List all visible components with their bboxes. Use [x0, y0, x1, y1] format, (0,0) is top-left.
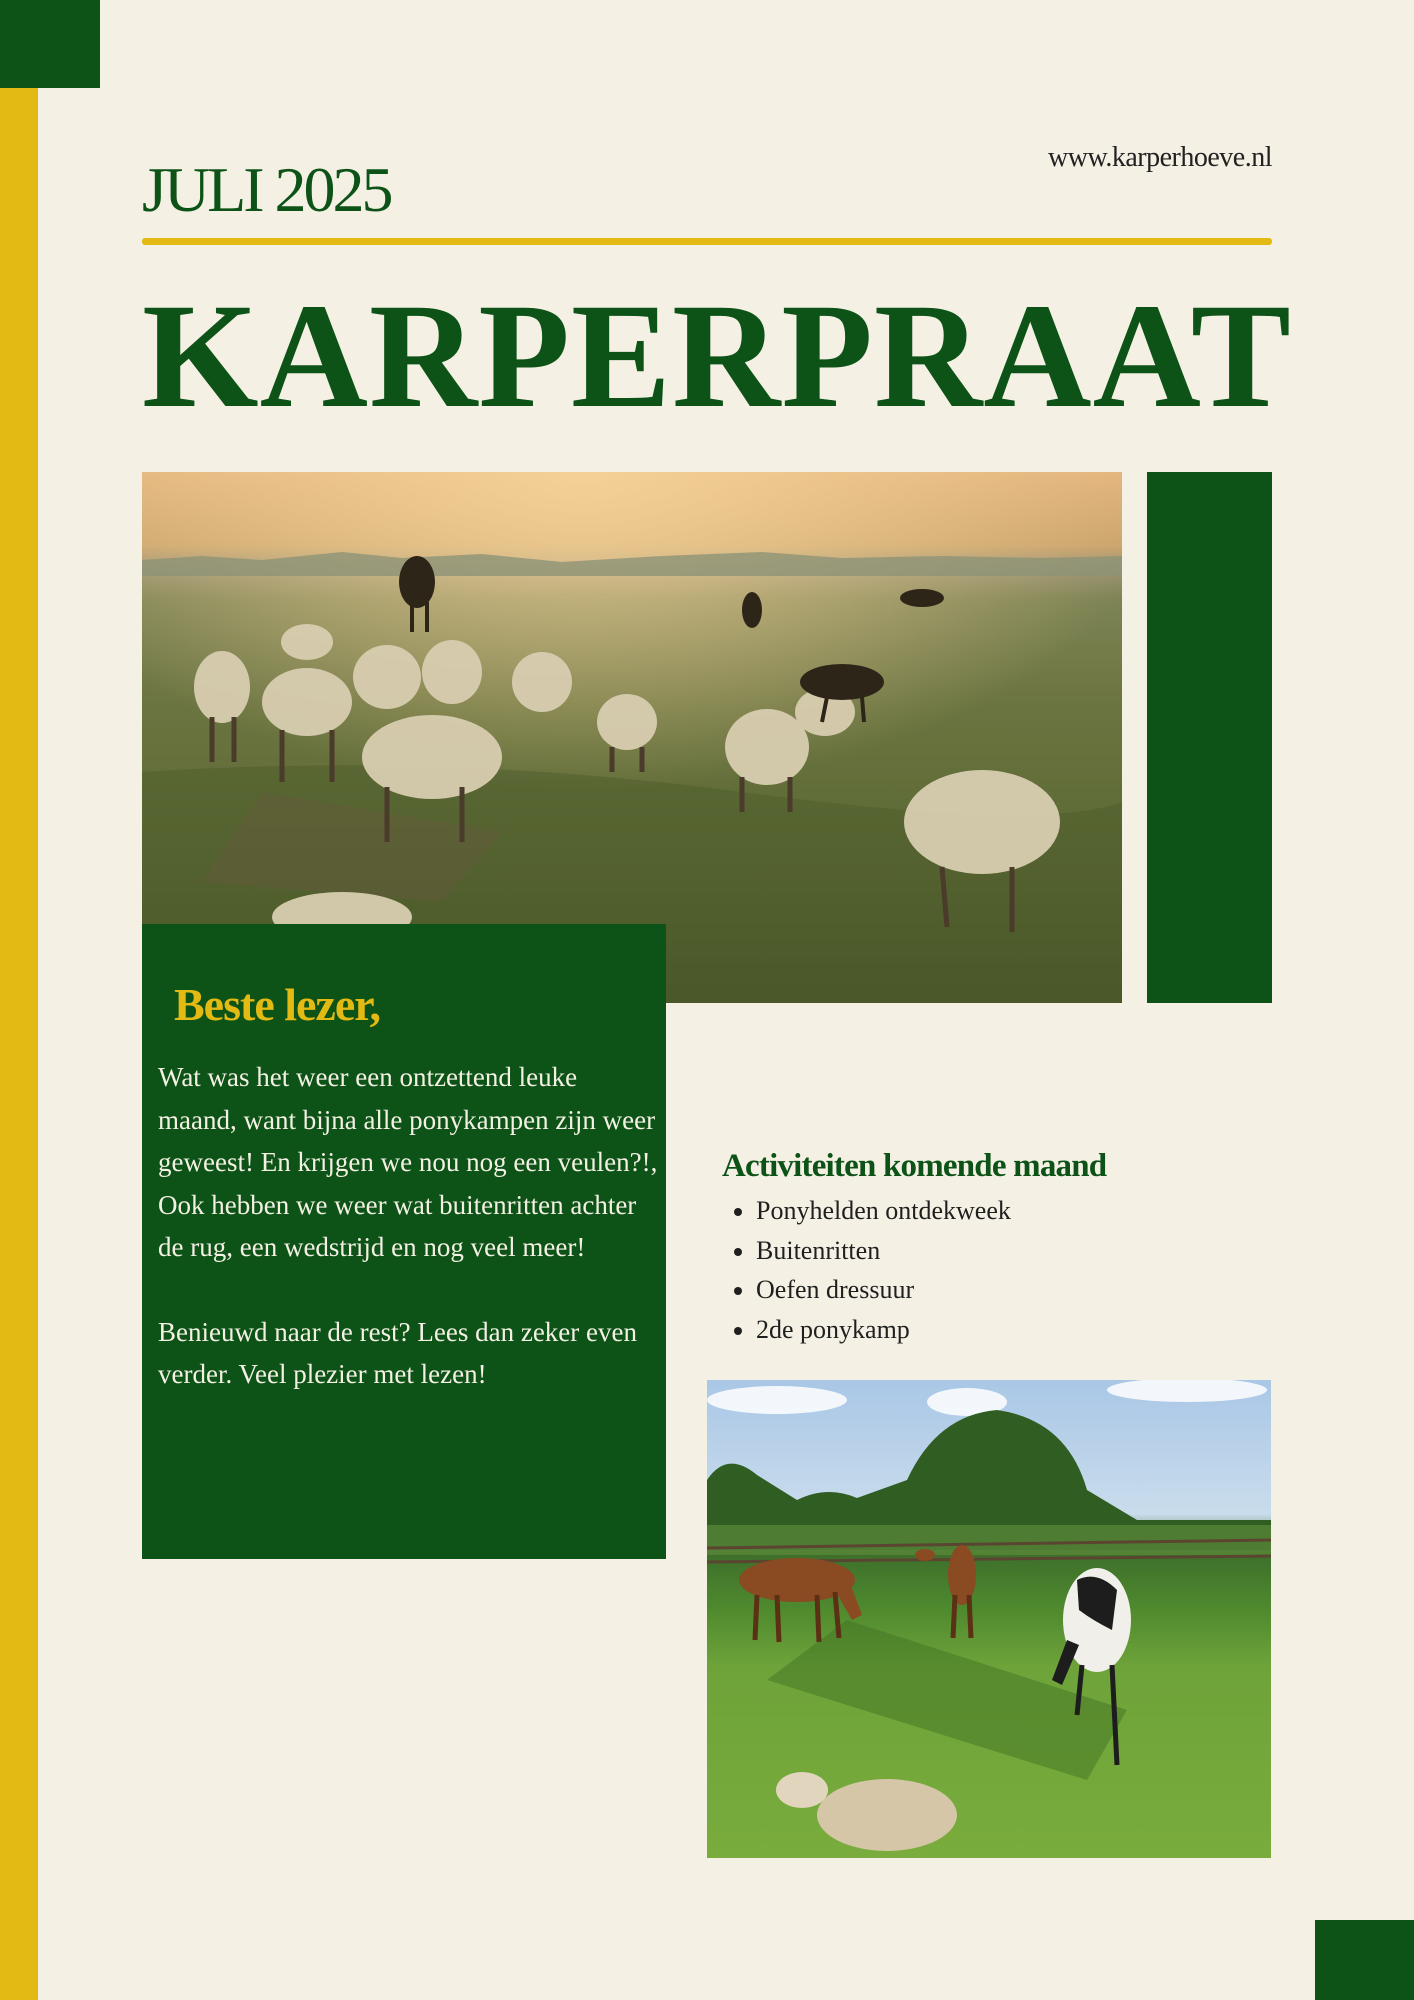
- accent-bar: [1147, 472, 1272, 1003]
- website-link[interactable]: www.karperhoeve.nl: [1048, 142, 1272, 173]
- issue-date: JULI 2025: [142, 154, 391, 225]
- activities-list: [722, 1191, 1282, 1349]
- editor-letter: [142, 924, 666, 1559]
- list-item: • 2de ponykamp: [756, 1310, 1282, 1350]
- activities-title: Activiteiten komende maand: [722, 1148, 1107, 1184]
- side-stripe: [0, 88, 38, 2000]
- horses-grazing-in-pasture-photo-icon: [707, 1380, 1271, 1858]
- activities-section: [722, 1148, 1282, 1349]
- corner-block-bottom-right: [1315, 1920, 1414, 2000]
- letter-paragraph: Benieuwd naar de rest? Lees dan zeker even verder. Veel plezier met lezen!: [158, 1316, 637, 1389]
- letter-heading: Beste lezer,: [174, 979, 380, 1030]
- list-item: • Ponyhelden ontdekweek: [756, 1191, 1282, 1231]
- header-divider: [142, 238, 1272, 245]
- list-item: • Buitenritten: [756, 1231, 1282, 1271]
- corner-block-top-left: [0, 0, 100, 88]
- list-item: • Oefen dressuur: [756, 1270, 1282, 1310]
- letter-body: [158, 1056, 658, 1438]
- newsletter-title: KARPERPRAAT: [142, 273, 1292, 439]
- letter-paragraph: Wat was het weer een ontzettend leuke maand, want bijna alle ponykampen zijn weer geweest! En krijgen we nou nog een veulen?!, Ook hebben we weer wat buitenritten achter de rug, een wedstrijd en nog veel meer!: [158, 1062, 658, 1262]
- horses-in-pasture-photo: [707, 1380, 1271, 1858]
